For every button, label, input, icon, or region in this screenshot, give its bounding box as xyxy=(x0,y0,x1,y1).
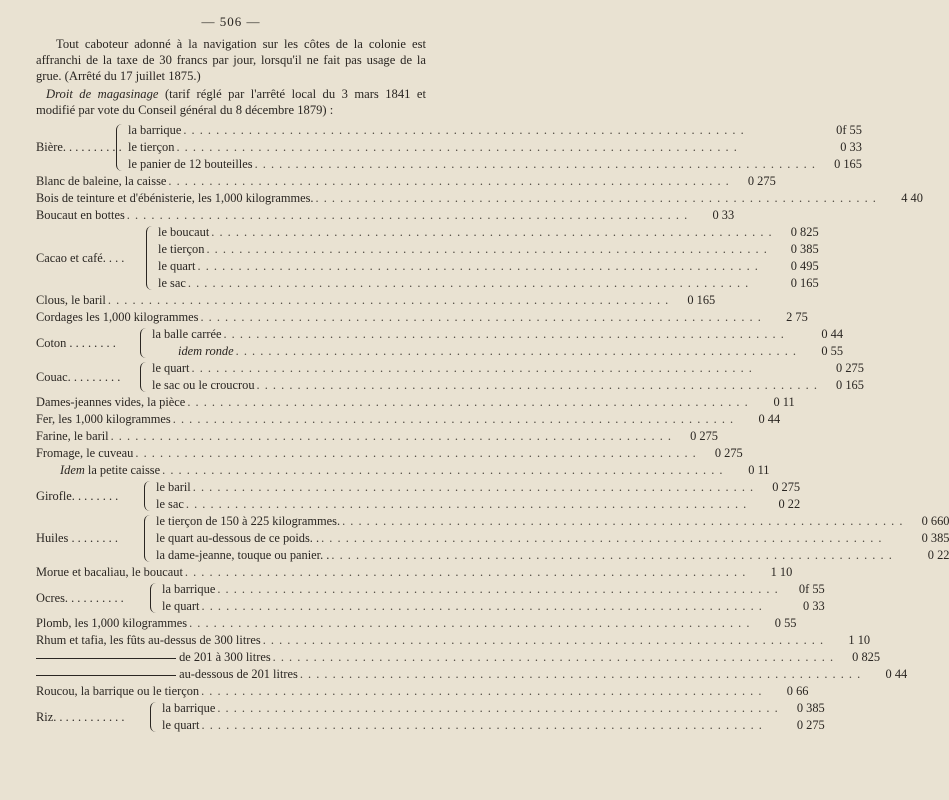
item-value: 1 10 xyxy=(770,565,793,579)
tariff-row xyxy=(162,717,825,734)
tariff-row xyxy=(36,683,809,700)
brace xyxy=(150,583,159,613)
brace xyxy=(146,226,155,290)
item-label: Dames-jeannes vides, la pièce xyxy=(36,395,186,409)
item-value: 0 495 xyxy=(790,259,819,273)
item-label: au-dessous de 201 litres xyxy=(179,667,298,681)
item-label: la barrique xyxy=(162,582,216,596)
tariff-row xyxy=(162,700,825,717)
brace xyxy=(150,702,159,732)
item-label: Farine, le baril xyxy=(36,429,109,443)
item-value: 4 40 xyxy=(901,191,923,205)
tariff-row xyxy=(36,411,781,428)
brace xyxy=(144,481,153,511)
item-value: 0 165 xyxy=(687,293,716,307)
item-value: 0 165 xyxy=(834,157,862,171)
item-value: 0 825 xyxy=(790,225,819,239)
item-label: Rhum et tafia, les fûts au-dessus de 300 litres xyxy=(36,633,261,647)
item-label: Fromage, le cuveau xyxy=(36,446,134,460)
item-label: le sac xyxy=(156,497,184,511)
item-label: Clous, le baril xyxy=(36,293,106,307)
tariff-row xyxy=(152,377,864,394)
tariff-row xyxy=(152,360,864,377)
item-label: la barrique xyxy=(128,123,182,137)
item-value: 0 44 xyxy=(885,667,908,681)
item-label: le quart xyxy=(152,361,190,375)
item-value: 0 165 xyxy=(790,276,819,290)
item-value: 0f 55 xyxy=(798,582,825,596)
brace xyxy=(140,362,149,392)
item-label: la petite caisse xyxy=(84,463,161,477)
item-label: Boucaut en bottes xyxy=(36,208,125,222)
item-value: 0f 55 xyxy=(836,123,862,137)
item-value: 0 44 xyxy=(821,327,844,341)
item-label: le panier de 12 bouteilles xyxy=(128,157,253,171)
item-label: le tierçon de 150 à 225 kilogrammes. xyxy=(156,514,341,528)
tariff-row xyxy=(156,496,800,513)
droit-paragraph xyxy=(36,86,426,118)
item-label: de 201 à 300 litres xyxy=(179,650,271,664)
group-label: Coton . . . . . . . . xyxy=(36,335,116,350)
item-value: 0 11 xyxy=(773,395,795,409)
group-ocres xyxy=(36,581,825,615)
brace xyxy=(116,124,125,171)
item-label: le sac ou le croucrou xyxy=(152,378,255,392)
group-couac xyxy=(36,360,864,394)
tariff-row xyxy=(128,156,862,173)
item-value: 0 55 xyxy=(774,616,797,630)
group-cacao xyxy=(36,224,819,292)
item-label: le baril xyxy=(156,480,191,494)
group-label: Riz. . . . . . . . . . . . xyxy=(36,709,125,724)
group-biere xyxy=(36,122,862,173)
item-value: 0 385 xyxy=(790,242,819,256)
item-value: 0 55 xyxy=(821,344,844,358)
ditto-dash xyxy=(36,675,176,676)
tariff-row xyxy=(36,462,770,479)
tariff-row xyxy=(158,241,819,258)
item-label: le quart au-dessous de ce poids. . xyxy=(156,531,320,545)
tariff-row xyxy=(36,394,795,411)
item-value: 0 825 xyxy=(852,650,881,664)
tariff-row xyxy=(156,513,949,530)
tariff-row xyxy=(128,139,862,156)
tariff-row xyxy=(152,326,843,343)
tariff-row xyxy=(36,428,718,445)
item-value: 0 275 xyxy=(747,174,776,188)
group-label: Huiles . . . . . . . . xyxy=(36,531,118,545)
item-label: Cordages les 1,000 kilogrammes xyxy=(36,310,199,324)
page-number: — 506 — xyxy=(201,14,261,29)
item-label: Bois de teinture et d'ébénisterie, les 1,000 kilogrammes. xyxy=(36,191,314,205)
tariff-row xyxy=(36,445,743,462)
group-label: Girofle. . . . . . . . xyxy=(36,488,119,503)
ditto-dash xyxy=(36,658,176,659)
item-label: le sac xyxy=(158,276,186,290)
tariff-row xyxy=(162,598,825,615)
item-value: 0 660 xyxy=(921,514,949,528)
tariff-row xyxy=(36,564,793,581)
item-label: la barrique xyxy=(162,701,216,715)
item-value: 0 33 xyxy=(712,208,735,222)
item-value: 0 22 xyxy=(778,497,801,511)
item-value: 0 385 xyxy=(921,531,949,545)
tariff-row xyxy=(36,615,797,632)
tariff-row xyxy=(156,530,949,547)
brace xyxy=(140,328,149,358)
group-label: Cacao et café. . . . xyxy=(36,250,125,265)
item-label: Roucou, la barrique ou le tierçon xyxy=(36,684,200,698)
item-value: 0 165 xyxy=(836,378,864,392)
group-label: Bière. . . . . . . . . . xyxy=(36,140,122,154)
item-label: idem ronde xyxy=(178,344,234,358)
tariff-row xyxy=(156,479,800,496)
item-label: la balle carrée xyxy=(152,327,222,341)
tariff-row xyxy=(36,190,923,207)
tariff-row xyxy=(36,666,908,683)
tariff-row xyxy=(158,258,819,275)
item-label: le tierçon xyxy=(158,242,205,256)
item-value: 1 10 xyxy=(848,633,871,647)
group-label: Couac. . . . . . . . . xyxy=(36,369,121,384)
item-label: le boucaut xyxy=(158,225,210,239)
tariff-row xyxy=(162,581,825,598)
item-value: 0 11 xyxy=(748,463,770,477)
item-value: 0 44 xyxy=(758,412,781,426)
item-label: le quart xyxy=(162,718,200,732)
item-value: 0 275 xyxy=(836,361,864,375)
item-label: Blanc de baleine, la caisse xyxy=(36,174,167,188)
group-coton xyxy=(36,326,844,360)
tariff-row xyxy=(36,309,808,326)
tariff-row xyxy=(36,173,776,190)
intro-paragraph: Tout caboteur adonné à la navigation sur les côtes de la colonie est affranchi de la taxe de 30 francs par jour, lorsqu'il ne fait pas usage de la grue. (Arrêté du 17 juillet 1875.) xyxy=(36,37,426,83)
item-label: le quart xyxy=(158,259,196,273)
item-label: la dame-jeanne, touque ou panier. . xyxy=(156,548,330,562)
group-huiles xyxy=(36,513,949,564)
item-label: Plomb, les 1,000 kilogrammes xyxy=(36,616,188,630)
tariff-row xyxy=(36,292,716,309)
tariff-row xyxy=(36,649,881,666)
tariff-row xyxy=(36,632,871,649)
droit-title: Droit de magasinage xyxy=(46,87,159,101)
tariff-row xyxy=(158,224,819,241)
tariff-row xyxy=(36,207,735,224)
item-label: Morue et bacaliau, le boucaut xyxy=(36,565,183,579)
item-value: 2 75 xyxy=(786,310,808,324)
item-value: 0 385 xyxy=(796,701,825,715)
group-girofle xyxy=(36,479,801,513)
item-value: 0 33 xyxy=(803,599,825,613)
tariff-row xyxy=(152,343,843,360)
group-riz xyxy=(36,700,825,734)
item-label: le quart xyxy=(162,599,200,613)
item-value: 0 275 xyxy=(690,429,718,443)
item-label: Fer, les 1,000 kilogrammes xyxy=(36,412,171,426)
tariff-row xyxy=(128,122,862,139)
droit-text: (tarif réglé par l'arrêté local du 3 mars 1841 et modifié par vote du Conseil général du 8 décembre 1879) : xyxy=(36,87,426,117)
item-value: 0 22 xyxy=(927,548,949,562)
item-value: 0 275 xyxy=(796,718,825,732)
tariff-row xyxy=(158,275,819,292)
item-value: 0 275 xyxy=(772,480,801,494)
item-value: 0 66 xyxy=(786,684,809,698)
idem-label: Idem xyxy=(60,463,85,477)
item-value: 0 275 xyxy=(714,446,743,460)
group-label: Ocres. . . . . . . . . . xyxy=(36,590,124,605)
tariff-row xyxy=(156,547,949,564)
brace xyxy=(144,515,153,562)
item-label: le tierçon xyxy=(128,140,175,154)
item-value: 0 33 xyxy=(840,140,862,154)
